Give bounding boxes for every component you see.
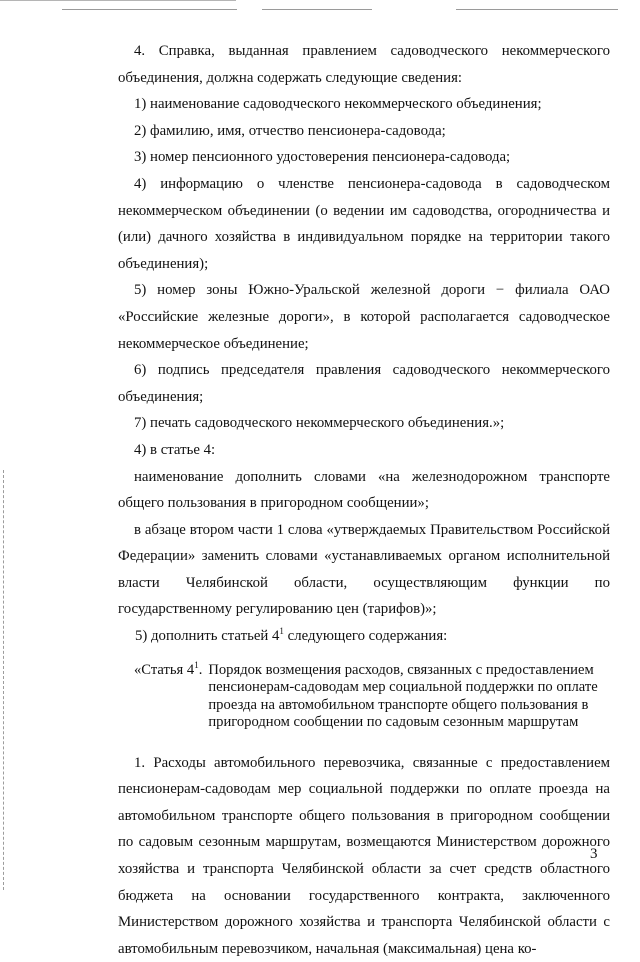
article-heading [134, 659, 610, 732]
list-item-3: 3) номер пенсионного удостоверения пенсионера-садовода; [134, 149, 511, 166]
page-number: 3 [590, 846, 598, 862]
paragraph-clause-4: 4. Справка, выданная правлением садоводческого некоммерческого объединения, должна содержать следующие сведения: [118, 43, 610, 86]
article-number-superscript: 1 [194, 659, 199, 670]
list-item-2: 2) фамилию, имя, отчество пенсионера-садовода; [134, 122, 446, 139]
new-article-text-end: следующего содержания: [283, 628, 448, 645]
article-number-text: «Статья 4 [134, 661, 195, 678]
top-rule-middle [262, 9, 372, 10]
article-clause-1: 1. Расходы автомобильного перевозчика, связанные с предоставлением пенсионерам-садоводам мер социальной поддержки по оплате проезда на автомобильном транспорте общего пользования в пригородном сообщении по садовым сезонным маршрутам, возмещаются Министерством дорожного хозяйства и транспорта Челябинской области за счет средств областного бюджета на основании государственного контракта, заключенного Министерством дорожного хозяйства и транспорта Челябинской области с автомобильным перевозчиком, начальная (максимальная) цена ко- [118, 754, 610, 957]
list-item-6: 6) подпись председателя правления садоводческого некоммерческого объединения; [118, 362, 610, 405]
list-item-4: 4) информацию о членстве пенсионера-садовода в садоводческом некоммерческом объединении (о ведении им садоводства, огородничества и (или) дачного хозяйства в индивидуальном порядке на территории такого объединения); [118, 175, 610, 272]
new-article-superscript: 1 [279, 626, 284, 637]
amendment-new-article [118, 623, 610, 650]
bottom-rule [0, 0, 236, 1]
list-item-7: 7) печать садоводческого некоммерческого объединения.»; [134, 415, 505, 432]
article-number-dot: . [198, 661, 203, 678]
article-title: Порядок возмещения расходов, связанных с предоставлением пенсионерам-садоводам мер социальной поддержки по оплате проезда на автомобильном транспорте общего пользования в пригородном сообщении по садовым сезонным маршрутам [208, 661, 598, 731]
top-rule-right [456, 9, 618, 10]
amendment-paragraph-change: в абзаце втором части 1 слова «утверждаемых Правительством Российской Федерации» заменить словами «устанавливаемых органом исполнительной власти Челябинской области, осуществляющим функции по государственному регулированию цен (тарифов)»; [118, 521, 610, 618]
new-article-text: 5) дополнить статьей 4 [135, 628, 280, 645]
left-margin-dashes [3, 470, 4, 890]
document-body [118, 38, 610, 962]
amendment-title-change: наименование дополнить словами «на железнодорожном транспорте общего пользования в пригородном сообщении»; [118, 468, 610, 512]
top-rule-left [62, 9, 237, 10]
list-item-1: 1) наименование садоводческого некоммерческого объединения; [134, 96, 542, 113]
list-item-5: 5) номер зоны Южно-Уральской железной дороги − филиала ОАО «Российские железные дороги», в которой располагается садоводческое некоммерческое объединение; [118, 282, 610, 352]
article-number [134, 659, 208, 732]
amendment-article-4: 4) в статье 4: [134, 441, 216, 458]
